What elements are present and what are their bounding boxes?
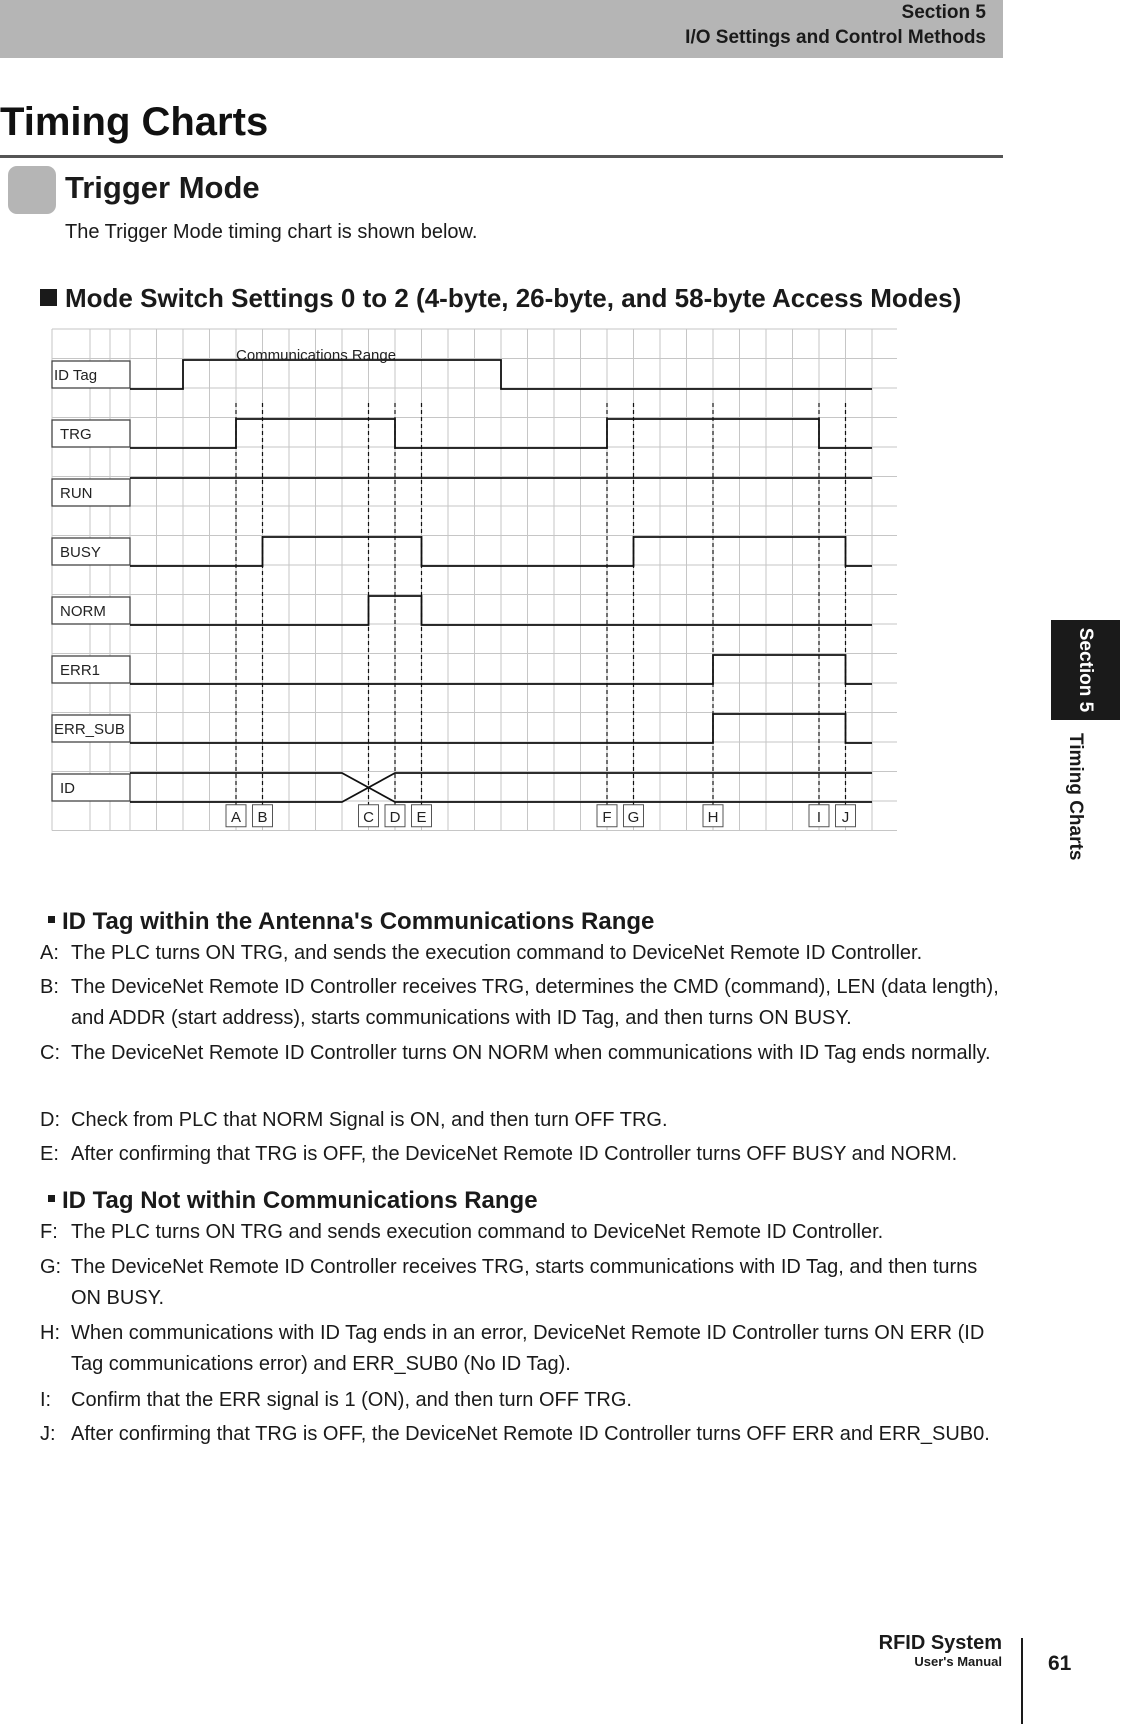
item-text: Confirm that the ERR signal is 1 (ON), and then turn OFF TRG. [71, 1389, 632, 1411]
item-text: The PLC turns ON TRG, and sends the execution command to DeviceNet Remote ID Controller. [71, 942, 923, 964]
trigger-mode-description: The Trigger Mode timing chart is shown below. [65, 221, 478, 243]
in-range-heading-text: ID Tag within the Antenna's Communications Range [62, 908, 655, 935]
title-rule [0, 155, 1003, 158]
item-label: B: [40, 976, 59, 998]
marker-label: E [416, 808, 427, 826]
marker-label: I [816, 808, 822, 826]
signal-label: ERR_SUB [54, 721, 125, 738]
in-range-heading [48, 908, 654, 936]
trigger-mode-marker [8, 166, 56, 214]
signal-label: TRG [60, 426, 92, 443]
marker-label: A [230, 808, 242, 826]
footer-product-name: RFID System [878, 1632, 1002, 1654]
footer-manual-name: User's Manual [914, 1654, 1002, 1669]
communications-range-label: Communications Range [236, 347, 397, 364]
item-label: A: [40, 942, 59, 964]
header-section: Section 5 [901, 2, 986, 23]
marker-label: J [841, 808, 850, 826]
item-text: Check from PLC that NORM Signal is ON, and then turn OFF TRG. [71, 1109, 668, 1131]
item-text: When communications with ID Tag ends in an error, DeviceNet Remote ID Controller turns ON ERR (ID Tag communications error) and ERR_SUB0 (No ID Tag). [71, 1322, 985, 1375]
item-text: The PLC turns ON TRG and sends execution command to DeviceNet Remote ID Controller. [71, 1221, 884, 1243]
list-item [40, 1252, 1000, 1314]
list-item [40, 1105, 1000, 1136]
item-label: G: [40, 1256, 62, 1278]
signal-waveform [130, 360, 872, 389]
timing-chart [40, 315, 955, 865]
chapter-tab-label: Timing Charts [1065, 733, 1086, 861]
signal-label: BUSY [60, 544, 101, 561]
list-item [40, 1139, 1000, 1170]
item-label: F: [40, 1221, 58, 1243]
item-label: E: [40, 1143, 59, 1165]
signal-label: ID Tag [54, 367, 98, 384]
marker-label: F [602, 808, 612, 826]
item-text: The DeviceNet Remote ID Controller receives TRG, determines the CMD (command), LEN (data length), and ADDR (start address), starts communications with ID Tag, and then turns ON BUSY. [71, 976, 999, 1029]
item-text: After confirming that TRG is OFF, the DeviceNet Remote ID Controller turns OFF BUSY and NORM. [71, 1143, 958, 1165]
list-item [40, 1419, 1000, 1450]
out-of-range-heading [48, 1187, 538, 1215]
marker-label: D [389, 808, 401, 826]
page-number: 61 [1048, 1652, 1072, 1675]
signal-label: ERR1 [60, 662, 101, 679]
marker-label: H [707, 808, 719, 826]
signal-label: NORM [60, 603, 106, 620]
item-text: After confirming that TRG is OFF, the DeviceNet Remote ID Controller turns OFF ERR and ERR_SUB0. [71, 1423, 990, 1445]
small-square-bullet-icon [48, 916, 55, 923]
list-item [40, 1318, 1000, 1380]
item-text: The DeviceNet Remote ID Controller receives TRG, starts communications with ID Tag, and then turns ON BUSY. [71, 1256, 978, 1309]
page-title: Timing Charts [0, 100, 269, 144]
small-square-bullet-icon [48, 1195, 55, 1202]
marker-label: C [363, 808, 374, 826]
header-title: I/O Settings and Control Methods [685, 27, 986, 48]
item-text: The DeviceNet Remote ID Controller turns ON NORM when communications with ID Tag ends normally. [71, 1042, 991, 1064]
out-of-range-heading-text: ID Tag Not within Communications Range [62, 1187, 538, 1214]
signal-label: ID [60, 780, 75, 797]
item-label: H: [40, 1322, 60, 1344]
section-tab-label: Section 5 [1075, 627, 1096, 713]
square-bullet-icon [40, 289, 57, 306]
trigger-mode-title: Trigger Mode [65, 170, 260, 205]
item-label: J: [40, 1423, 56, 1445]
list-item [40, 1217, 1000, 1248]
list-item [40, 972, 1000, 1034]
footer-product [879, 1632, 1002, 1670]
list-item [40, 1385, 1000, 1416]
item-label: C: [40, 1042, 60, 1064]
item-label: D: [40, 1109, 60, 1131]
marker-label: B [257, 808, 268, 826]
mode-switch-heading [40, 283, 961, 314]
list-item [40, 1038, 1000, 1069]
list-item [40, 938, 1000, 969]
marker-label: G [627, 808, 640, 826]
signal-label: RUN [60, 485, 93, 502]
item-label: I: [40, 1389, 52, 1411]
header-text [685, 0, 986, 50]
footer-rule [1021, 1638, 1023, 1724]
mode-switch-heading-text: Mode Switch Settings 0 to 2 (4-byte, 26-byte, and 58-byte Access Modes) [65, 283, 962, 313]
